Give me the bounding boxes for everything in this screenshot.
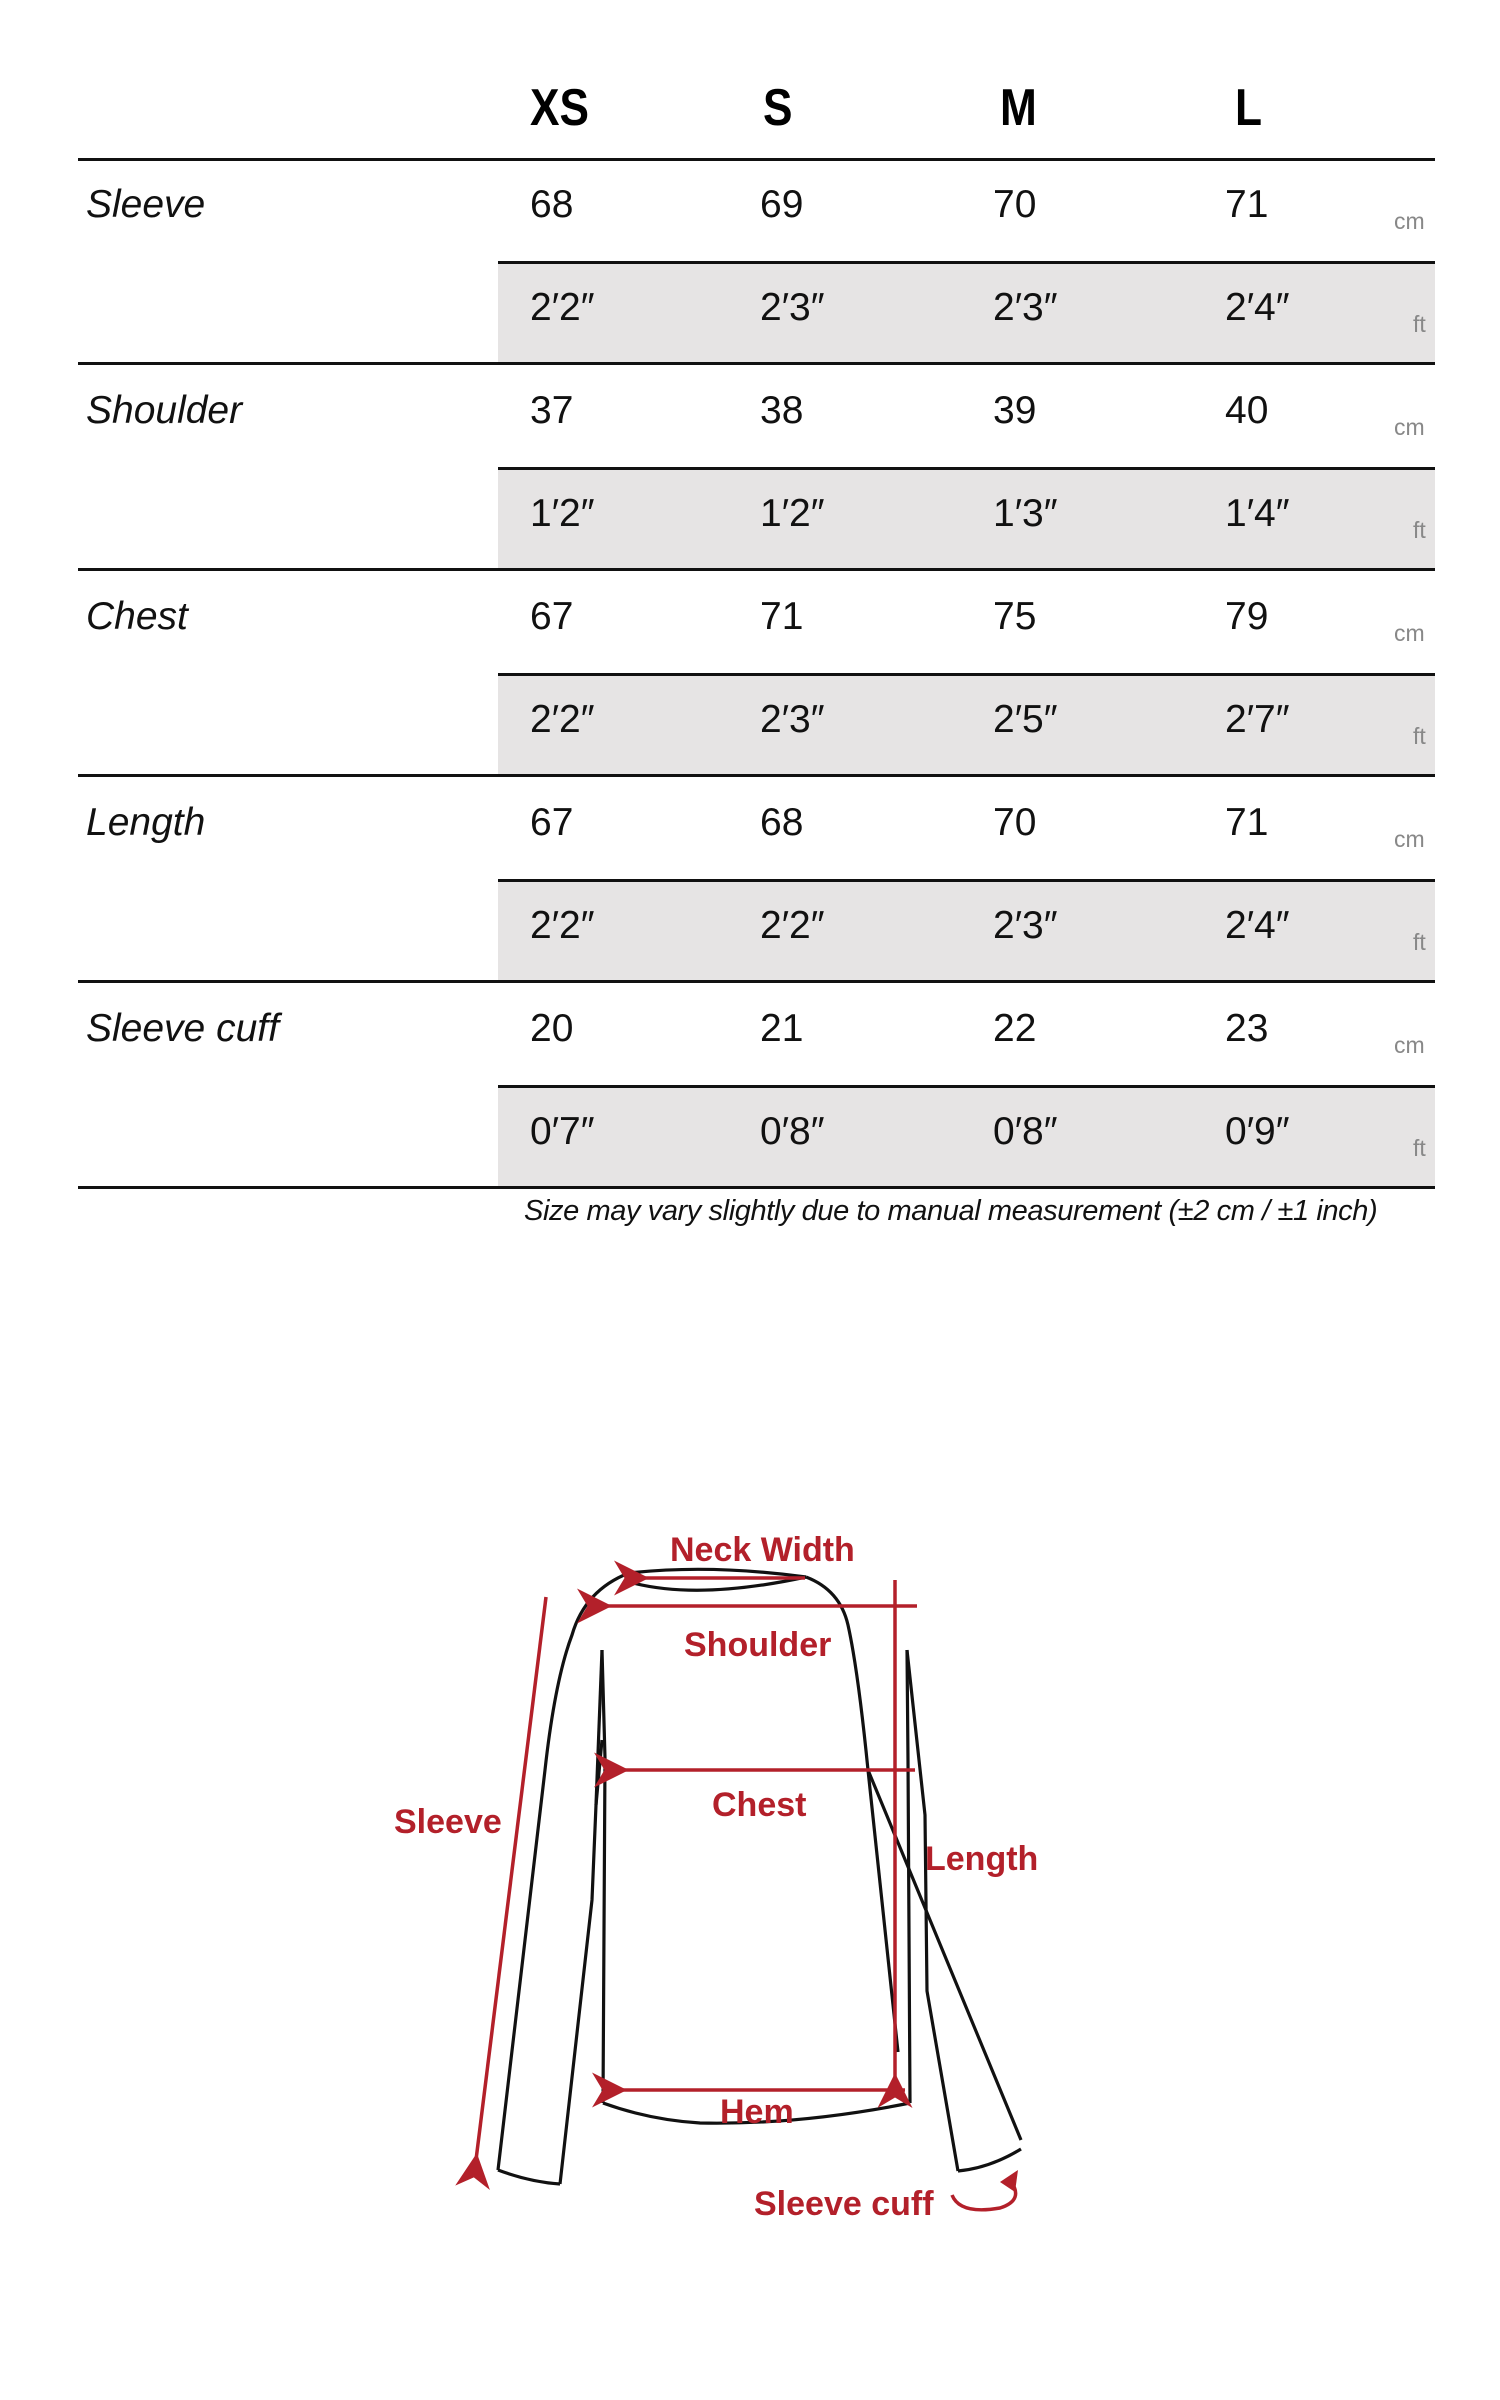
ft-value: 0′8″ bbox=[760, 1110, 825, 1153]
unit-ft: ft bbox=[1413, 929, 1426, 955]
unit-ft: ft bbox=[1413, 723, 1426, 749]
ft-value: 2′2″ bbox=[530, 698, 595, 741]
measurement-note: Size may vary slightly due to manual measurement (±2 cm / ±1 inch) bbox=[524, 1195, 1378, 1227]
row-divider bbox=[498, 673, 1435, 676]
unit-ft: ft bbox=[1413, 311, 1426, 337]
label-shoulder: Shoulder bbox=[684, 1626, 832, 1664]
group-divider bbox=[78, 980, 1435, 983]
cm-value: 21 bbox=[760, 1007, 804, 1050]
ft-value: 1′2″ bbox=[760, 492, 825, 535]
ft-value: 2′2″ bbox=[530, 286, 595, 329]
imperial-row-band bbox=[498, 879, 1435, 982]
unit-ft: ft bbox=[1413, 1135, 1426, 1161]
ft-value: 2′2″ bbox=[530, 904, 595, 947]
group-divider bbox=[78, 1186, 1435, 1189]
label-neck-width: Neck Width bbox=[670, 1531, 855, 1569]
ft-value: 2′2″ bbox=[760, 904, 825, 947]
ft-value: 2′3″ bbox=[993, 286, 1058, 329]
size-header-m: M bbox=[1000, 79, 1037, 137]
cm-value: 38 bbox=[760, 389, 804, 432]
unit-ft: ft bbox=[1413, 517, 1426, 543]
ft-value: 2′4″ bbox=[1225, 904, 1290, 947]
cm-value: 70 bbox=[993, 801, 1037, 844]
ft-value: 2′3″ bbox=[760, 286, 825, 329]
ft-value: 1′4″ bbox=[1225, 492, 1290, 535]
cm-value: 68 bbox=[760, 801, 804, 844]
cm-value: 22 bbox=[993, 1007, 1037, 1050]
imperial-row-band bbox=[498, 673, 1435, 776]
ft-value: 2′3″ bbox=[760, 698, 825, 741]
measurement-label: Chest bbox=[86, 595, 188, 638]
size-header-s: S bbox=[763, 79, 793, 137]
cm-value: 68 bbox=[530, 183, 574, 226]
measurement-label: Shoulder bbox=[86, 389, 243, 432]
imperial-row-band bbox=[498, 261, 1435, 364]
cm-value: 20 bbox=[530, 1007, 574, 1050]
table-rule bbox=[78, 158, 1435, 161]
ft-value: 0′9″ bbox=[1225, 1110, 1290, 1153]
group-divider bbox=[78, 362, 1435, 365]
imperial-row-band bbox=[498, 1085, 1435, 1188]
row-divider bbox=[498, 261, 1435, 264]
label-sleeve-cuff: Sleeve cuff bbox=[754, 2185, 934, 2223]
ft-value: 2′7″ bbox=[1225, 698, 1290, 741]
label-length: Length bbox=[925, 1840, 1039, 1878]
measurement-label: Sleeve bbox=[86, 183, 206, 226]
ft-value: 2′3″ bbox=[993, 904, 1058, 947]
cm-value: 67 bbox=[530, 801, 574, 844]
row-divider bbox=[498, 1085, 1435, 1088]
row-divider bbox=[498, 467, 1435, 470]
cm-value: 71 bbox=[1225, 801, 1269, 844]
cm-value: 67 bbox=[530, 595, 574, 638]
cm-value: 23 bbox=[1225, 1007, 1269, 1050]
ft-value: 2′5″ bbox=[993, 698, 1058, 741]
unit-cm: cm bbox=[1394, 620, 1425, 646]
measurement-diagram bbox=[0, 1440, 1500, 2260]
ft-value: 0′7″ bbox=[530, 1110, 595, 1153]
cm-value: 79 bbox=[1225, 595, 1269, 638]
imperial-row-band bbox=[498, 467, 1435, 570]
measurement-label: Sleeve cuff bbox=[86, 1007, 279, 1050]
label-sleeve: Sleeve bbox=[394, 1803, 502, 1841]
ft-value: 0′8″ bbox=[993, 1110, 1058, 1153]
ft-value: 2′4″ bbox=[1225, 286, 1290, 329]
size-header-l: L bbox=[1235, 79, 1263, 137]
cm-value: 71 bbox=[1225, 183, 1269, 226]
cm-value: 75 bbox=[993, 595, 1037, 638]
measurement-label: Length bbox=[86, 801, 206, 844]
cm-value: 70 bbox=[993, 183, 1037, 226]
label-hem: Hem bbox=[720, 2093, 794, 2131]
row-divider bbox=[498, 879, 1435, 882]
cm-value: 39 bbox=[993, 389, 1037, 432]
unit-cm: cm bbox=[1394, 826, 1425, 852]
ft-value: 1′3″ bbox=[993, 492, 1058, 535]
group-divider bbox=[78, 568, 1435, 571]
unit-cm: cm bbox=[1394, 414, 1425, 440]
ft-value: 1′2″ bbox=[530, 492, 595, 535]
size-header-xs: XS bbox=[530, 79, 589, 137]
group-divider bbox=[78, 774, 1435, 777]
unit-cm: cm bbox=[1394, 208, 1425, 234]
cm-value: 71 bbox=[760, 595, 804, 638]
cm-value: 37 bbox=[530, 389, 574, 432]
unit-cm: cm bbox=[1394, 1032, 1425, 1058]
cm-value: 40 bbox=[1225, 389, 1269, 432]
cm-value: 69 bbox=[760, 183, 804, 226]
label-chest: Chest bbox=[712, 1786, 807, 1824]
